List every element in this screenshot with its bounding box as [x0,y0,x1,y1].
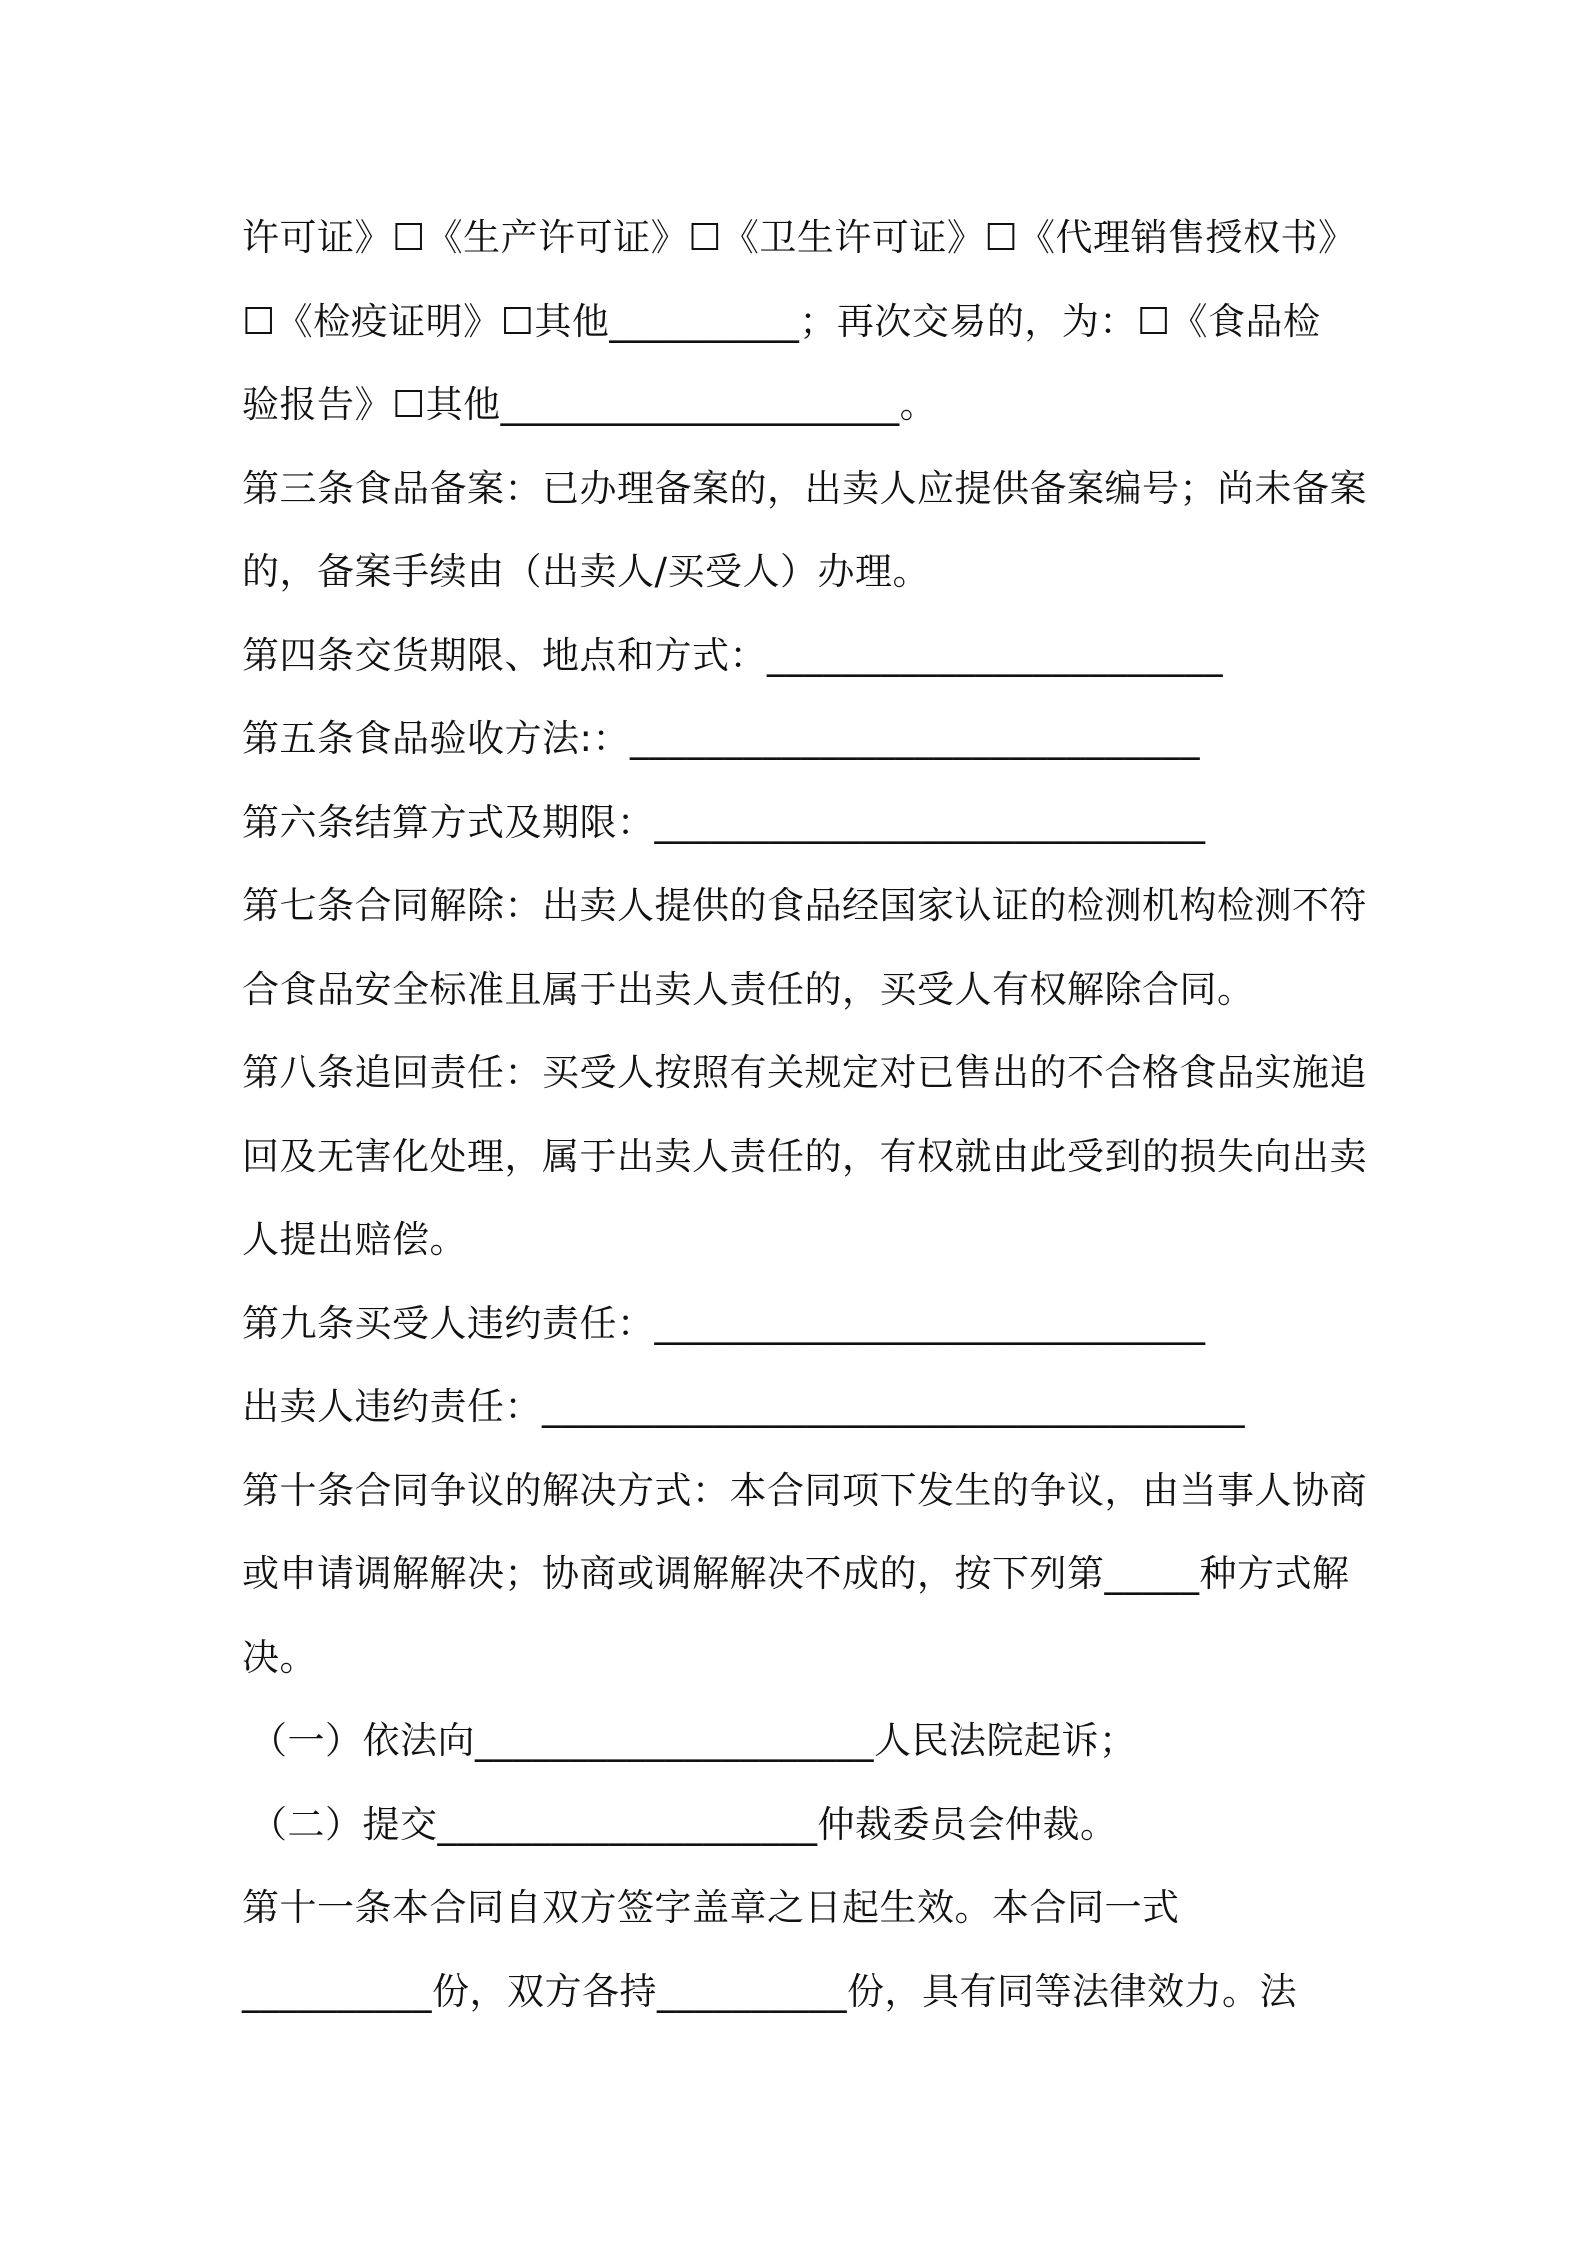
article-7: 第七条合同解除：出卖人提供的食品经国家认证的检测机构检测不符 [242,884,1367,927]
article-5: 第五条食品验收方法:：______________________________ [242,717,1200,760]
text-line: 出卖人违约责任：_____________________________________ [242,1385,1245,1428]
document-body [242,196,1367,2033]
article-9: 第九条买受人违约责任：_____________________________ [242,1301,1206,1345]
text-line: 许可证》☐《生产许可证》☐《卫生许可证》☐《代理销售授权书》 [242,216,1356,259]
option-2: （二）提交____________________仲裁委员会仲裁。 [250,1802,1118,1846]
article-4: 第四条交货期限、地点和方式：________________________ [242,633,1223,677]
text-line: 回及无害化处理，属于出卖人责任的，有权就由此受到的损失向出卖 [242,1134,1367,1178]
text-line: ☐《检疫证明》☐其他__________；再次交易的，为：☐《食品检 [242,299,1321,343]
article-10: 第十条合同争议的解决方式：本合同项下发生的争议，由当事人协商 [242,1468,1367,1512]
text-line: 决。 [242,1635,317,1679]
text-line: 人提出赔偿。 [242,1218,467,1261]
article-8: 第八条追回责任：买受人按照有关规定对已售出的不合格食品实施追 [242,1051,1367,1094]
option-1: （一）依法向_____________________人民法院起诉； [250,1719,1137,1762]
text-line: 的，备案手续由（出卖人/买受人）办理。 [242,550,930,593]
article-11: 第十一条本合同自双方签字盖章之日起生效。本合同一式 [242,1886,1180,1929]
text-line: 或申请调解解决；协商或调解解决不成的，按下列第_____种方式解 [242,1552,1350,1595]
text-line: __________份，双方各持__________份，具有同等法律效力。法 [242,1969,1297,2013]
article-6: 第六条结算方式及期限：_____________________________ [242,800,1206,844]
text-line: 合食品安全标准且属于出卖人责任的，买受人有权解除合同。 [242,967,1255,1011]
article-3: 第三条食品备案：已办理备案的，出卖人应提供备案编号；尚未备案 [242,466,1367,510]
text-line: 验报告》☐其他_____________________。 [242,383,938,426]
